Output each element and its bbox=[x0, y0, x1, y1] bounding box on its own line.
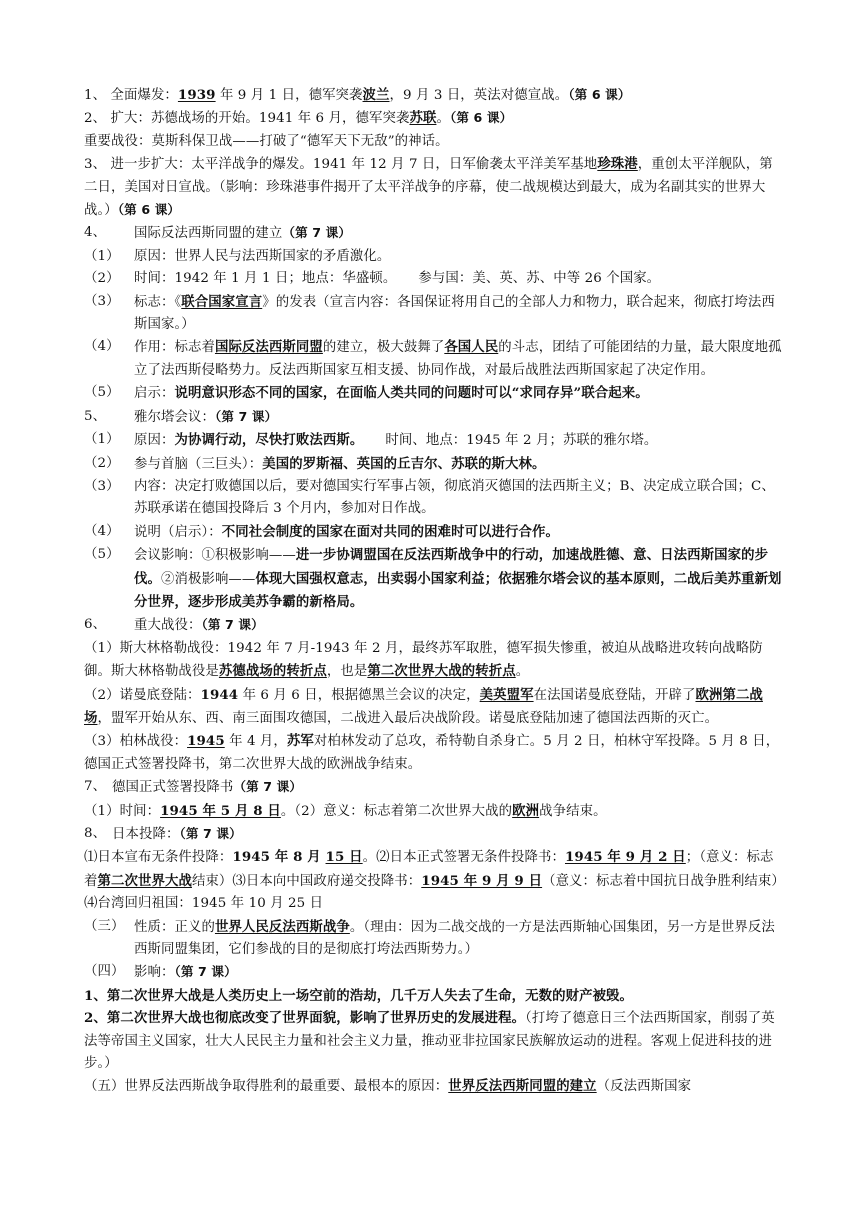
s5-item-1: （1） 原因：为协调行动，尽快打败法西斯。 时间、地点：1945 年 2 月；苏联的雅尔塔。 bbox=[84, 432, 658, 449]
section-6-heading: 6、 重大战役：（第 7 课） bbox=[84, 617, 264, 634]
year-1939: 1939 bbox=[177, 87, 216, 103]
declaration-title: 联合国家宣言 bbox=[181, 293, 263, 310]
pearl-harbor: 珍珠港 bbox=[597, 156, 638, 173]
part-5-victory-reason: （五）世界反法西斯战争取得胜利的最重要、最根本的原因：世界反法西斯同盟的建立（反法西斯国家 bbox=[84, 1078, 692, 1095]
s4-item-3: （3） 标志：《联合国家宣言》的发表（宣言内容：各国保证将用自己的全部人力和物力，联合起来，彻底打垮法西斯国家。） bbox=[84, 293, 775, 333]
document-page bbox=[84, 84, 784, 1099]
s6-berlin: （3）柏林战役：1945 年 4 月，苏军对柏林发动了总攻，希特勒自杀身亡。5 月 2 日，柏林守军投降。5 月 8 日，德国正式签署投降书，第二次世界大战的欧洲战争结束。 bbox=[84, 733, 780, 772]
s6-normandy: （2）诺曼底登陆：1944 年 6 月 6 日，根据德黑兰会议的决定，美英盟军在法国诺曼底登陆，开辟了欧洲第二战场，盟军开始从东、西、南三面围攻德国，二战进入最后决战阶段。诺曼底登陆加速了德国法西斯的灭亡。 bbox=[84, 686, 763, 726]
lesson-tag: （第 7 课） bbox=[282, 225, 352, 241]
lesson-tag: （第 7 课） bbox=[201, 617, 264, 633]
section-7-heading: 7、 德国正式签署投降书（第 7 课） bbox=[84, 779, 303, 796]
section-2-expansion: 2、 扩大：苏德战场的开始。1941 年 6 月，德军突袭苏联。（第 6 课） bbox=[84, 110, 513, 127]
section-5-heading: 5、 雅尔塔会议：（第 7 课） bbox=[84, 408, 278, 425]
section-2-battle-note: 重要战役：莫斯科保卫战——打破了“德军天下无敌”的神话。 bbox=[84, 133, 449, 149]
section-3-pacific-war: 3、 进一步扩大：太平洋战争的爆发。1941 年 12 月 7 日，日军偷袭太平洋美军基地珍珠港，重创太平洋舰队，第二日，美国对日宣战。（影响：珍珠港事件揭开了太平洋战争的序幕，使二战规模达到最大，成为名副其实的世界大战。）（第 6 课） bbox=[84, 156, 773, 219]
lesson-tag: （第 7 课） bbox=[233, 779, 303, 795]
s5-item-5: （5） 会议影响：①积极影响——进一步协调盟国在反法西斯战争中的行动，加速战胜德、意、日法西斯国家的步伐。②消极影响——体现大国强权意志，出卖弱小国家利益；依据雅尔塔会议的基本原则，二战后美苏重新划分世界，逐步形成美苏争霸的新格局。 bbox=[84, 547, 782, 610]
s5-item-3: （3） 内容：决定打败德国以后，要对德国实行军事占领，彻底消灭德国的法西斯主义；B、决定成立联合国；C、苏联承诺在德国投降后 3 个月内，参加对日作战。 bbox=[84, 478, 775, 517]
s4-item-2: （2） 时间：1942 年 1 月 1 日；地点：华盛顿。 参与国：美、英、苏、中等 26 个国家。 bbox=[84, 271, 661, 287]
poland: 波兰 bbox=[362, 87, 390, 103]
impact-point-1: 1、第二次世界大战是人类历史上一场空前的浩劫，几千万人失去了生命，无数的财产被毁。 bbox=[84, 987, 634, 1004]
part-4-impact-heading: （四） 影响：（第 7 课） bbox=[84, 964, 237, 981]
s7-detail: （1）时间：1945 年 5 月 8 日。（2）意义：标志着第二次世界大战的欧洲战争结束。 bbox=[84, 802, 607, 819]
section-4-heading: 4、 国际反法西斯同盟的建立（第 7 课） bbox=[84, 225, 352, 242]
s6-stalingrad: （1）斯大林格勒战役：1942 年 7 月-1943 年 2 月，最终苏军取胜，德军损失惨重，被迫从战略进攻转向战略防御。斯大林格勒战役是苏德战场的转折点，也是第二次世界大战的转折点。 bbox=[84, 640, 763, 680]
s5-item-2: （2） 参与首脑（三巨头）：美国的罗斯福、英国的丘吉尔、苏联的斯大林。 bbox=[84, 455, 546, 472]
section-1-full-outbreak: 1、 全面爆发：1939 年 9 月 1 日，德军突袭波兰，9 月 3 日，英法对德宣战。（第 6 课） bbox=[84, 87, 631, 103]
lesson-tag: （第 7 课） bbox=[174, 964, 237, 980]
people-term: 各国人民 bbox=[444, 339, 499, 356]
lesson-tag: （第 7 课） bbox=[214, 408, 278, 424]
s4-item-4: （4） 作用：标志着国际反法西斯同盟的建立，极大鼓舞了各国人民的斗志，团结了可能团结的力量，最大限度地孤立了法西斯侵略势力。反法西斯国家互相支援、协同作战，对最后战胜法西斯国家起了决定作用。 bbox=[84, 339, 782, 378]
s8-detail: ⑴日本宣布无条件投降：1945 年 8 月 15 日。⑵日本正式签署无条件投降书：1945 年 9 月 2 日；（意义：标志着第二次世界大战结束）⑶日本向中国政府递交投降书：1945 年 9 月 9 日（意义：标志着中国抗日战争胜利结束）⑷台湾回归祖国：1945 年 10 月 25 日 bbox=[84, 849, 779, 912]
lesson-tag: （第 7 课） bbox=[179, 826, 242, 841]
soviet-union: 苏联 bbox=[409, 110, 437, 127]
lesson-tag: （第 6 课） bbox=[449, 110, 513, 126]
impact-point-2: 2、第二次世界大战也彻底改变了世界面貌，影响了世界历史的发展进程。（打垮了德意日三个法西斯国家，削弱了英法等帝国主义国家，壮大人民民主力量和社会主义力量，推动亚非拉国家民族解放运动的进程。客观上促进科技的进步。） bbox=[84, 1010, 775, 1072]
s5-item-4: （4） 说明（启示）：不同社会制度的国家在面对共同的困难时可以进行合作。 bbox=[84, 523, 559, 540]
lesson-tag: （第 6 课） bbox=[117, 202, 181, 218]
alliance-term: 国际反法西斯同盟 bbox=[214, 339, 323, 356]
s4-item-1: （1） 原因：世界人民与法西斯国家的矛盾激化。 bbox=[84, 248, 391, 264]
s4-item-5: （5） 启示：说明意识形态不同的国家，在面临人类共同的问题时可以“求同存异”联合起来。 bbox=[84, 385, 649, 402]
part-3-nature: （三） 性质：正义的世界人民反法西斯战争。（理由：因为二战交战的一方是法西斯轴心国集团，另一方是世界反法西斯同盟集团，它们参战的目的是彻底打垮法西斯势力。） bbox=[84, 918, 775, 958]
lesson-tag: （第 6 课） bbox=[568, 87, 631, 102]
section-8-heading: 8、 日本投降：（第 7 课） bbox=[84, 826, 242, 842]
